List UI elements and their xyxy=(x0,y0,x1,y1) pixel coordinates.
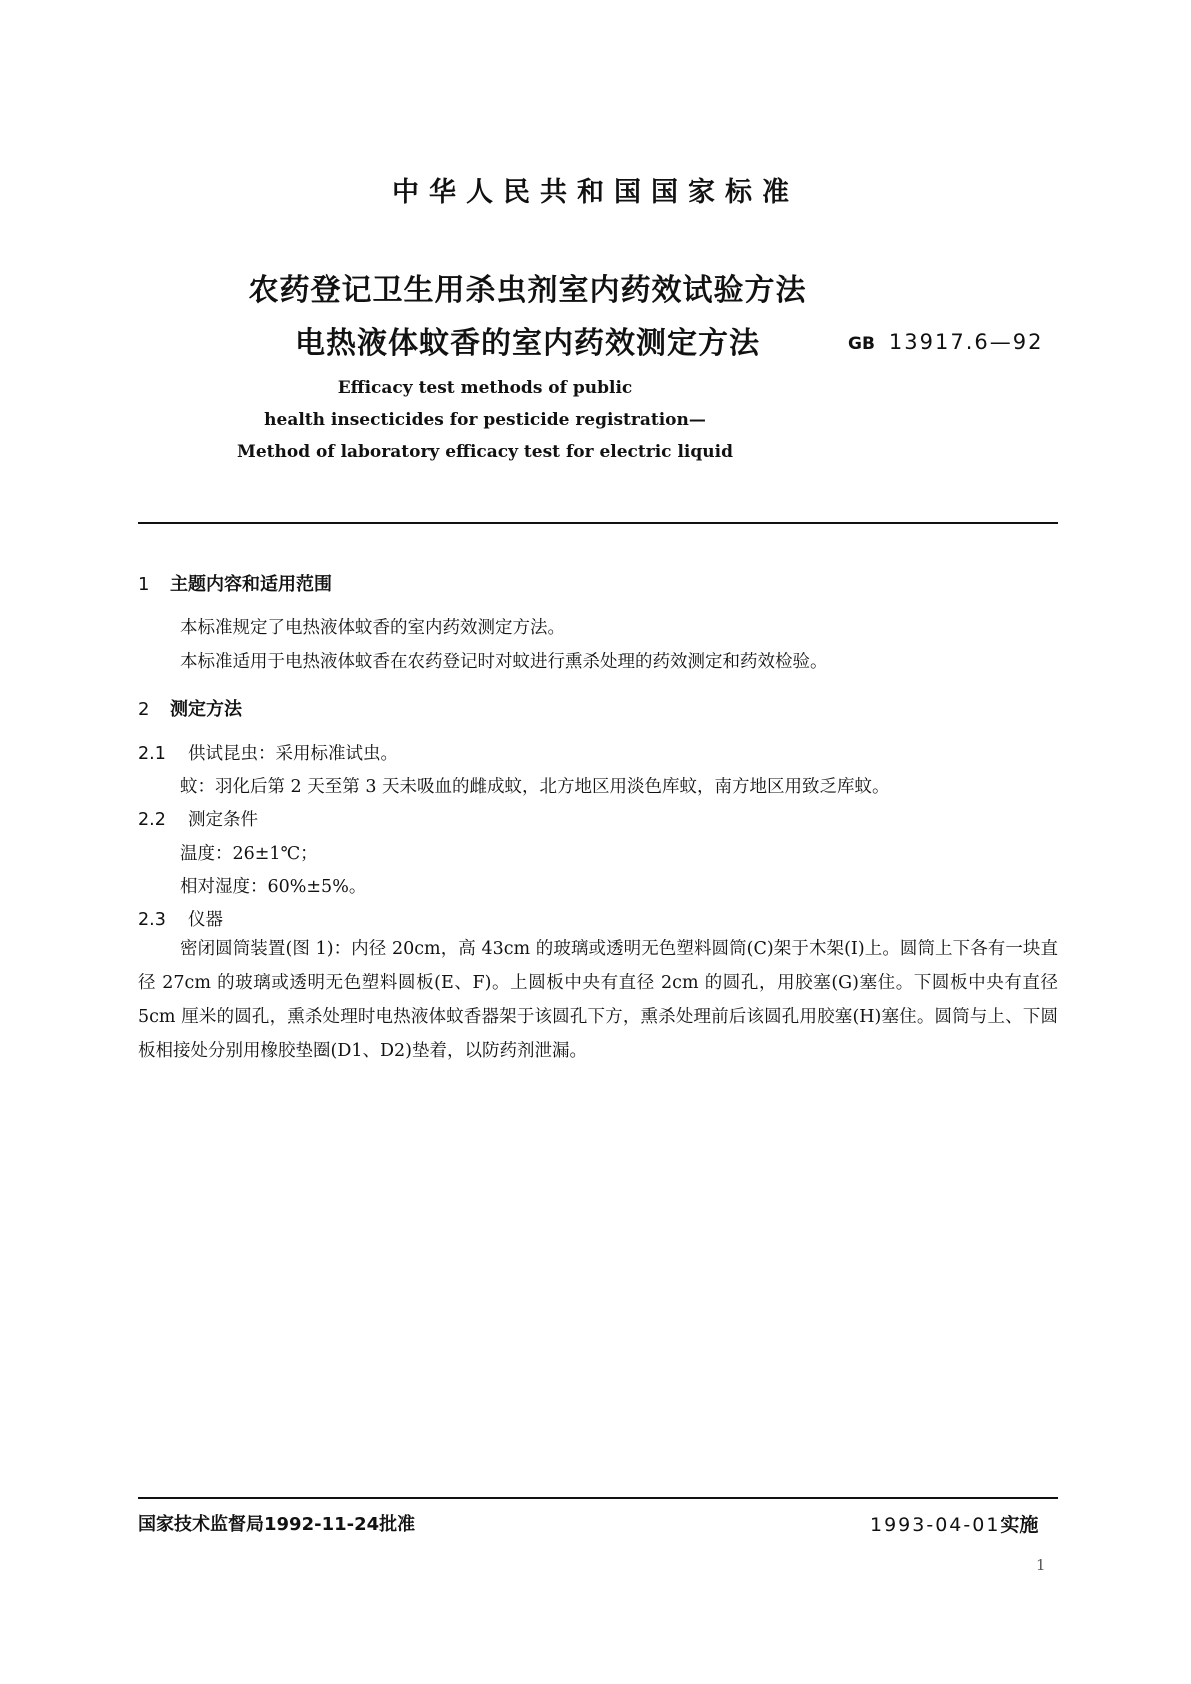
section-2-title: 测定方法 xyxy=(170,699,242,720)
section-1-paragraph-1: 本标准规定了电热液体蚊香的室内药效测定方法。 xyxy=(180,618,565,638)
effective-date: 1993-04-01 xyxy=(870,1514,1001,1536)
approval-line: 国家技术监督局1992-11-24批准 xyxy=(138,1514,416,1535)
section-2-1-heading xyxy=(138,740,398,765)
section-2-2-number: 2.2 xyxy=(138,810,166,830)
gb-number: 13917.6—92 xyxy=(888,330,1044,354)
section-1-paragraph-2: 本标准适用于电热液体蚊香在农药登记时对蚊进行熏杀处理的药效测定和药效检验。 xyxy=(180,652,828,672)
document-title-en-line2: health insecticides for pesticide registration— xyxy=(264,410,706,430)
section-2-2-humidity: 相对湿度：60%±5%。 xyxy=(180,877,367,897)
effective-line xyxy=(870,1510,1038,1537)
section-2-1-title: 供试昆虫：采用标准试虫。 xyxy=(188,744,398,764)
section-1-number: 1 xyxy=(138,574,150,595)
header-divider xyxy=(138,522,1058,524)
document-title-zh-line1: 农药登记卫生用杀虫剂室内药效试验方法 xyxy=(248,273,807,308)
document-title-en-line1: Efficacy test methods of public xyxy=(337,378,633,398)
effective-label: 实施 xyxy=(1000,1514,1039,1536)
section-2-3-text: 密闭圆筒装置(图 1)：内径 20cm，高 43cm 的玻璃或透明无色塑料圆筒(C)架于木架(I)上。圆筒上下各有一块直径 27cm 的玻璃或透明无色塑料圆板(E、F)。上圆板中央有直径 2cm 的圆孔，用胶塞(G)塞住。下圆板中央有直径 5cm 厘米的圆孔，熏杀处理时电热液体蚊香器架于该圆孔下方，熏杀处理前后该圆孔用胶塞(H)塞住。圆筒与上、下圆板相接处分别用橡胶垫圈(D1、D2)垫着，以防药剂泄漏。 xyxy=(138,939,1058,1061)
section-2-2-temperature: 温度：26±1℃； xyxy=(180,844,318,864)
standard-code xyxy=(848,330,1043,354)
section-2-3-heading xyxy=(138,906,223,931)
section-2-3-title: 仪器 xyxy=(188,910,223,930)
section-2-3-number: 2.3 xyxy=(138,910,166,930)
section-2-heading xyxy=(138,695,242,721)
section-2-2-title: 测定条件 xyxy=(188,810,258,830)
gb-label: GB xyxy=(848,334,875,354)
document-title-zh-line2: 电热液体蚊香的室内药效测定方法 xyxy=(295,326,760,361)
document-title-en-line3: Method of laboratory efficacy test for electric liquid xyxy=(237,442,733,462)
section-1-heading xyxy=(138,570,332,596)
section-2-1-number: 2.1 xyxy=(138,744,166,764)
section-2-1-text: 蚊：羽化后第 2 天至第 3 天未吸血的雌成蚊，北方地区用淡色库蚊，南方地区用致乏库蚊。 xyxy=(180,777,890,797)
page-number: 1 xyxy=(1036,1556,1046,1574)
national-standard-heading: 中华人民共和国国家标准 xyxy=(392,177,799,208)
section-2-2-heading xyxy=(138,806,258,831)
section-2-number: 2 xyxy=(138,699,150,720)
section-1-title: 主题内容和适用范围 xyxy=(170,574,332,595)
footer-divider xyxy=(138,1497,1058,1499)
